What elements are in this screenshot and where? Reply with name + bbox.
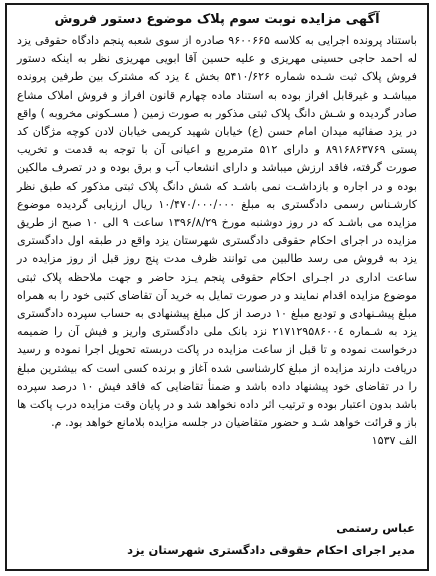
signer-name: عباس رستمی xyxy=(336,521,415,535)
signature-block xyxy=(19,517,415,561)
auction-notice xyxy=(5,3,429,571)
signer-title: مدیر اجرای احکام حقوقی دادگستری شهرستان یزد xyxy=(127,543,415,557)
notice-body: باستناد پرونده اجرایی به کلاسه ۹۶۰۰۶۶۵ صادره از سوی شعبه پنجم دادگاه حقوقی یزد له احمد حاجی حسینی مهریزی و علیه حسین آقا ابویی مهریزی نظر به اینکه دستور فروش پلاک ثبت شـده شماره ۵۴۱۰/۶۲۶ بخش ٤ یزد که مشترک بین طرفین پرونده میباشـد و غیرقابل افراز بوده به استناد ماده چهارم قانون افراز و فروش املاک مشاع صادر گردیده و شـش دانگ پلاک ثبتی مذکور به صورت زمین ( مسـکونی مخروبه ) واقع در یزد صفائیه میدان امام حسن (ع) خیابان شهید کریمی خیابان لادن کوچه مژگان کد پستی ۸۹۱۶۸۶۳۷۶۹ و دارای ۵۱۲ مترمربع و اعیانی آن با توجه به قدمت و تخریب صورت گرفته، فاقد ارزش میباشد و دارای انشعاب آب و برق بوده و در تصرف مالکین بوده و در اجاره و بازداشـت نمی باشـد که شش دانگ پلاک ثبتی مذکور که طبق نظر کارشـناس رسمی دادگستری به مبلغ ۱۰/۴۷۰/۰۰۰/۰۰۰ ریال ارزیابی گردیده موضوع مزایده می باشـد که در روز دوشنبه مورخ ۱۳۹۶/۸/۲۹ ساعت ۹ الی ۱۰ صبح از طریق مزایده در اجرای احکام حقوقی دادگستری شهرستان یزد واقع در طبقه اول دادگستری یزد به فروش می رسد طالبین می توانند ظرف مدت پنج روز قبل از روز مزایده در ساعت اداری در اجـرای احکام حقوقی پنجم یـزد حاضر و جهت ملاحظه پلاک ثبتی موضوع مزایده اقدام نمایند و در صورت تمایل به خرید آن تقاضای کتبی خود را به همراه مبلغ پیشـنهادی و تودیع مبلغ ۱۰ درصد از کل مبلغ پیشنهادی به حساب سپرده دادگستری یزد به شـماره ۲۱۷۱۲۹۵۸۶۰۰٤ نزد بانک ملی دادگستری واریز و فیش آن را ضمیمه درخواست نموده و تا قبل از ساعت مزایده در پاکت دربسته تحویل اجرا نموده و رسید دریافت دارند مزایده از مبلغ کارشناسی شده آغاز و برنده کسی است که بیشترین مبلغ را در تقاضای خود پیشنهاد داده باشد و ضمنأ تقاضایی که فاقد فیش ۱۰ درصد سپرده باشد بدون اعتبار بوده و ترتیب اثر داده نخواهد شد و در پایان وقت مزایده درب پاکت ها باز و قرائت خواهد شـد و حضور متقاضیان در جلسه مزایده بلامانع خواهد بود. م. xyxy=(17,34,417,430)
notice-title: آگهی مزایده نوبت سوم پلاک موضوع دستور فروش xyxy=(54,12,380,27)
notice-reference-number: الف ۱۵۳۷ xyxy=(371,434,417,448)
